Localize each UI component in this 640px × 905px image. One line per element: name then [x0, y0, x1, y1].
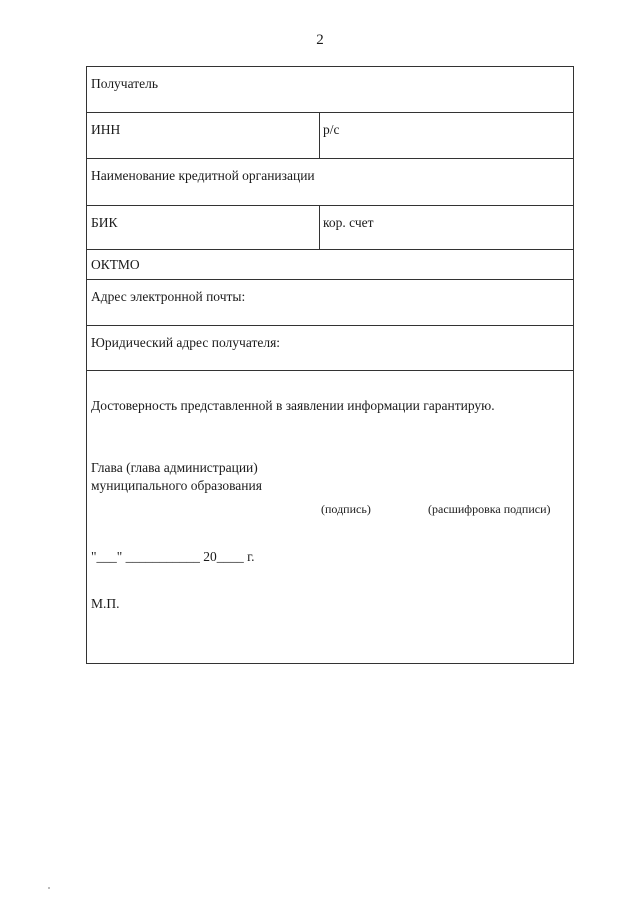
bik-label: БИК	[91, 215, 118, 230]
date-line[interactable]: "___" ___________ 20____ г.	[91, 549, 255, 564]
inn-cell[interactable]	[87, 113, 320, 158]
email-row[interactable]	[87, 280, 573, 326]
recipient-label: Получатель	[91, 76, 159, 91]
signature-decode-caption: (расшифровка подписи)	[428, 502, 551, 516]
stamp-label: М.П.	[91, 596, 120, 611]
certification-block	[87, 371, 573, 663]
head-title	[91, 459, 262, 495]
oktmo-label: ОКТМО	[91, 257, 140, 272]
bik-cell[interactable]	[87, 206, 320, 249]
head-title-line2: муниципального образования	[91, 478, 262, 493]
bik-corr-row	[87, 206, 573, 250]
bank-label: Наименование кредитной организации	[91, 168, 315, 183]
account-cell[interactable]	[320, 113, 573, 158]
legal-address-row[interactable]	[87, 326, 573, 371]
signature-caption: (подпись)	[321, 502, 371, 516]
account-label: р/с	[323, 122, 340, 137]
email-label: Адрес электронной почты:	[91, 289, 246, 304]
page-number: 2	[316, 32, 324, 48]
legal-address-label: Юридический адрес получателя:	[91, 335, 281, 350]
head-title-line1: Глава (глава администрации)	[91, 460, 258, 475]
corr-account-cell[interactable]	[320, 206, 573, 249]
inn-label: ИНН	[91, 122, 121, 137]
corr-account-label: кор. счет	[323, 215, 374, 230]
certification-statement: Достоверность представленной в заявлении информации гарантирую.	[91, 398, 495, 413]
recipient-row	[87, 67, 573, 113]
recipient-details-form	[86, 66, 574, 664]
bank-row[interactable]	[87, 159, 573, 206]
inn-account-row	[87, 113, 573, 159]
scan-dot	[48, 887, 50, 889]
oktmo-row[interactable]	[87, 250, 573, 280]
